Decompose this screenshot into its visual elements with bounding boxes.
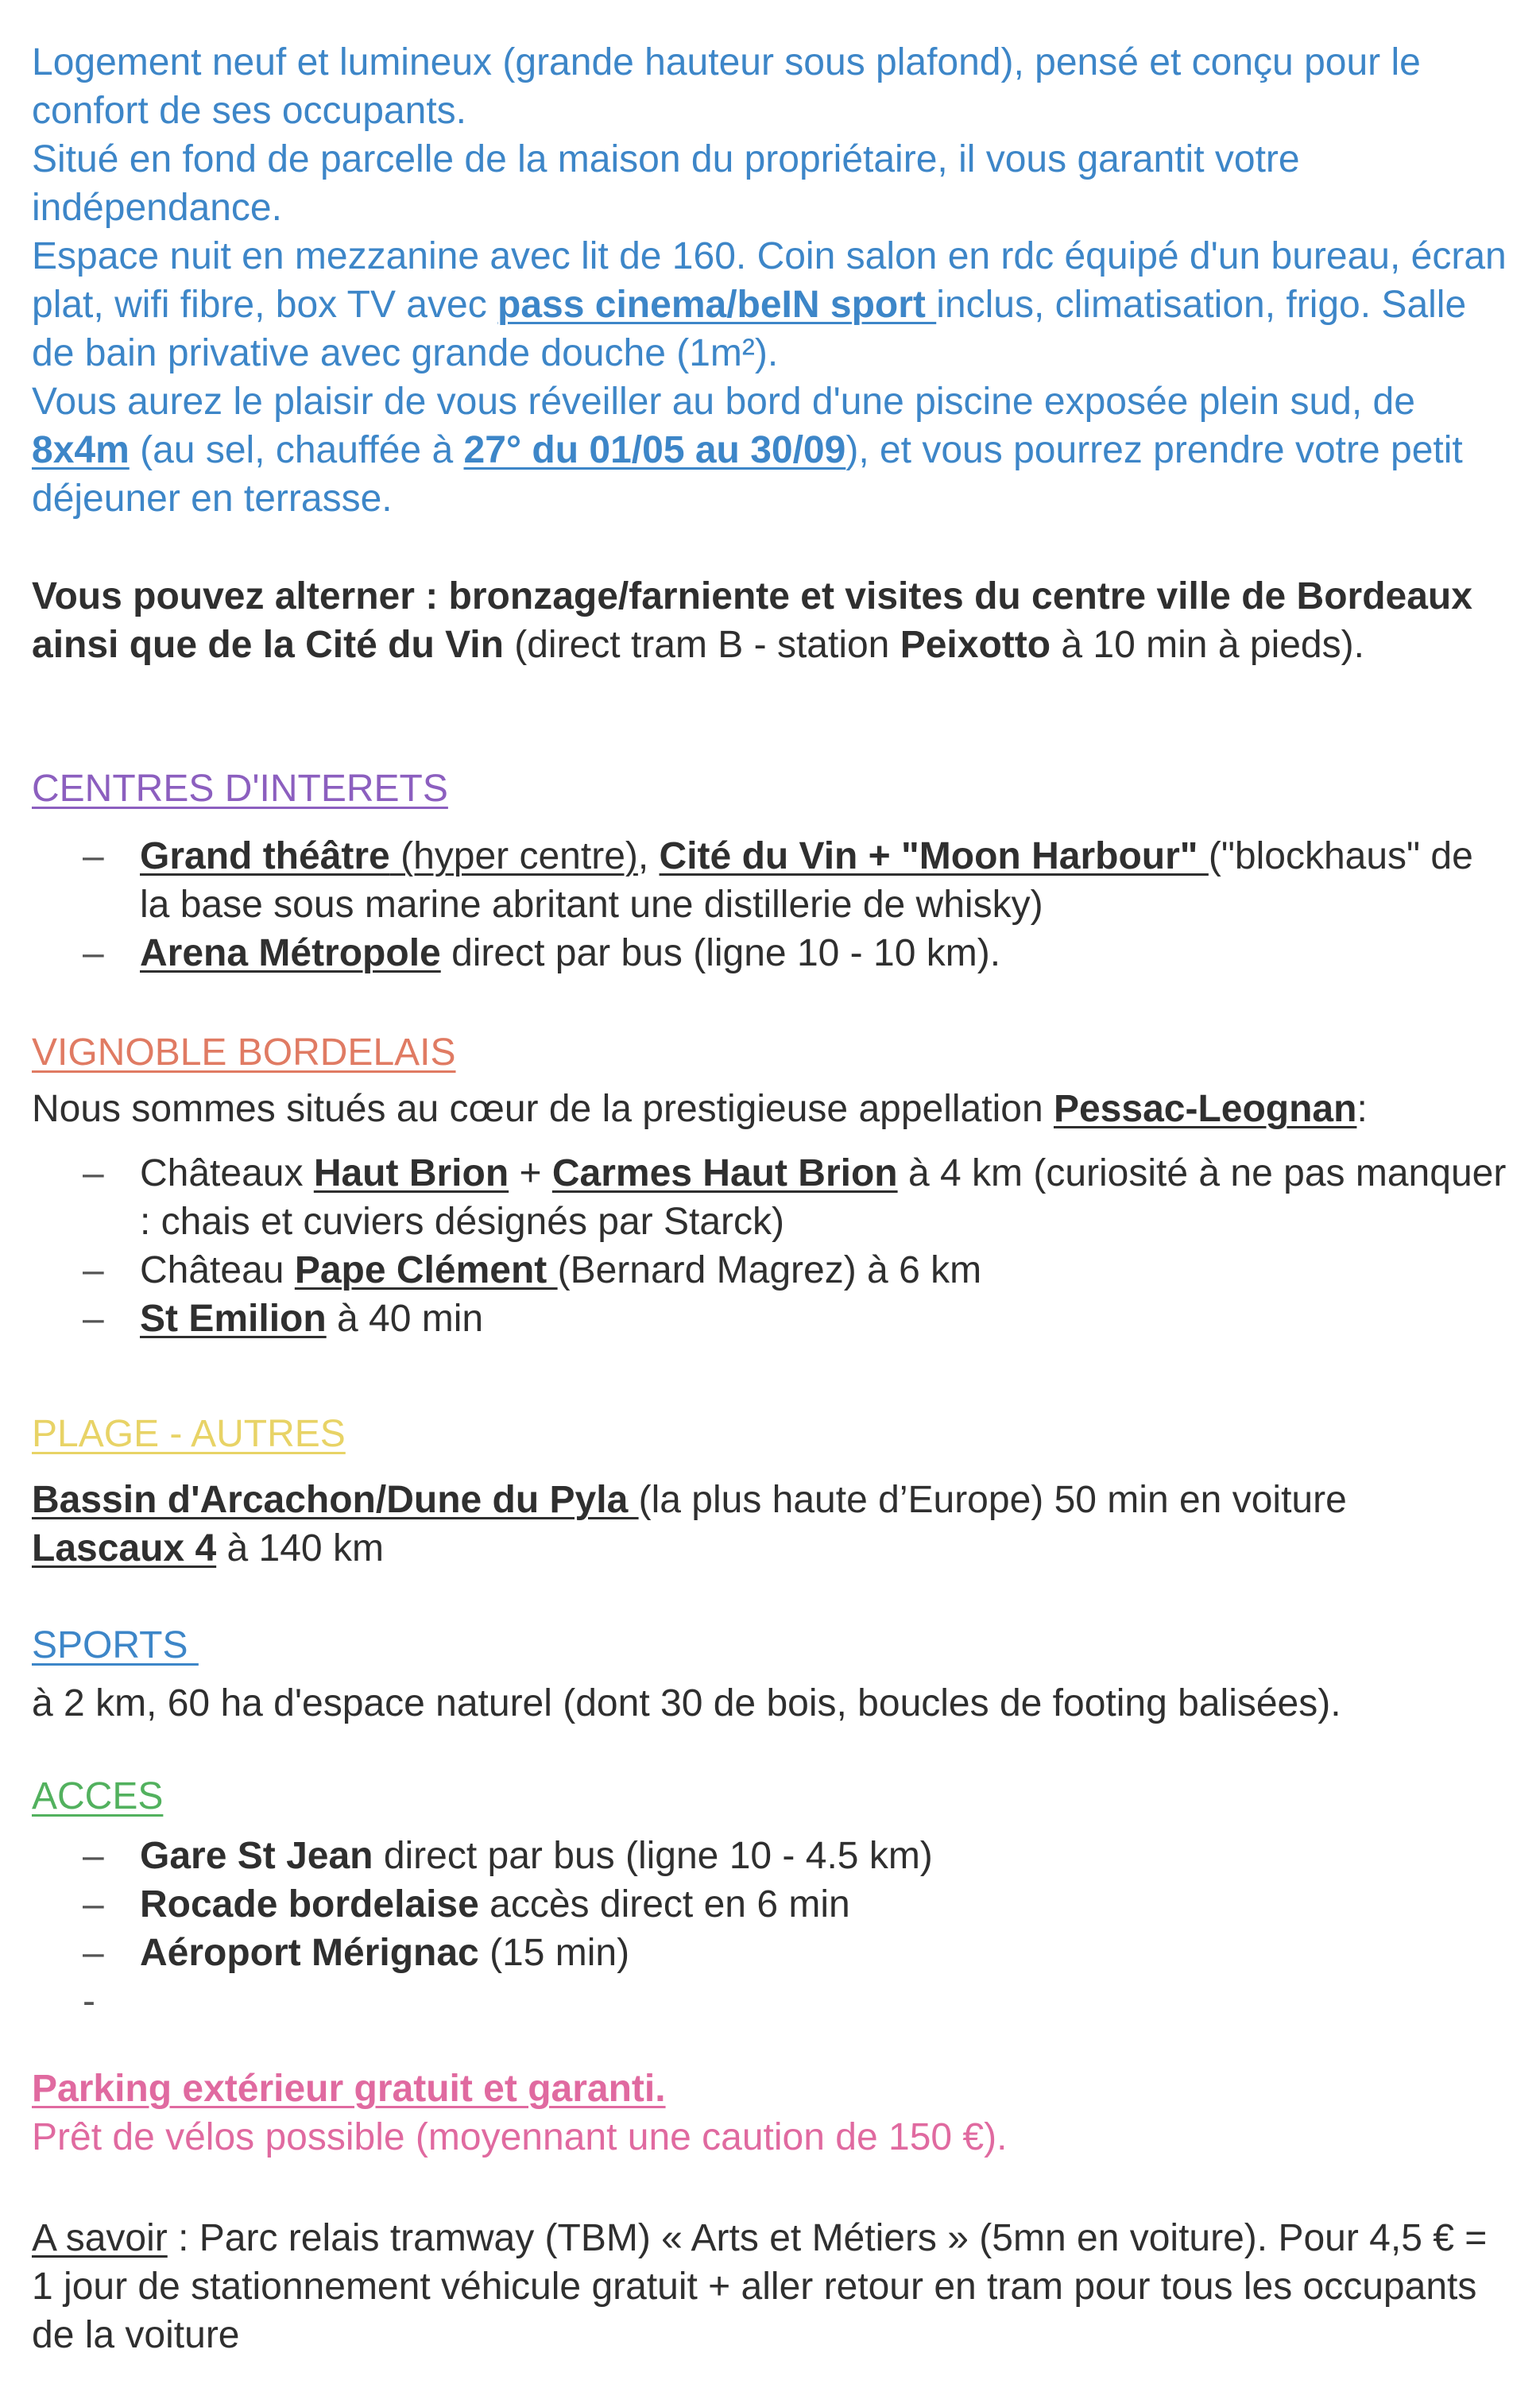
dash-bullet: – xyxy=(83,1249,104,1291)
vignoble-section xyxy=(32,1028,1510,1343)
bassin-arcachon: Bassin d'Arcachon/Dune du Pyla xyxy=(32,1479,639,1521)
chateau-label: Château xyxy=(140,1249,295,1291)
intro-line-3-text: Espace nuit en mezzanine avec lit de 160. Coin salon en rdc équipé d'un bureau, écran plat, wifi fibre, box TV avec xyxy=(32,235,1507,326)
dash-bullet: – xyxy=(83,1835,104,1877)
list-item xyxy=(32,1929,1510,1977)
lascaux-4: Lascaux 4 xyxy=(32,1527,217,1569)
intro-line-4-text-mid: (au sel, chauffée à xyxy=(129,429,464,471)
asavoir-label: A savoir xyxy=(32,2217,168,2259)
peixotto-station: Peixotto xyxy=(900,624,1051,666)
gare-text: direct par bus (ligne 10 - 4.5 km) xyxy=(373,1835,933,1877)
sports-text: à 2 km, 60 ha d'espace naturel (dont 30 de bois, boucles de footing balisées). xyxy=(32,1682,1341,1724)
vignoble-heading: VIGNOBLE BORDELAIS xyxy=(32,1031,456,1074)
vignoble-intro xyxy=(32,1085,1510,1133)
dash-bullet: – xyxy=(83,1932,104,1974)
st-emilion: St Emilion xyxy=(140,1298,327,1340)
plage-line-2 xyxy=(32,1524,1510,1573)
dash-bullet: - xyxy=(83,1980,95,2022)
asavoir-paragraph xyxy=(32,2214,1510,2359)
centres-list xyxy=(32,832,1510,977)
intro-line-2: Situé en fond de parcelle de la maison du propriétaire, il vous garantit votre indépendance. xyxy=(32,138,1300,229)
sports-heading: SPORTS xyxy=(32,1624,199,1666)
dash-bullet: – xyxy=(83,1883,104,1925)
plus-sign: + xyxy=(509,1152,552,1194)
st-emilion-text: à 40 min xyxy=(326,1298,484,1340)
pape-clement-text: (Bernard Magrez) à 6 km xyxy=(557,1249,982,1291)
list-item xyxy=(32,1149,1510,1246)
asavoir-section xyxy=(32,2214,1510,2359)
vignoble-list xyxy=(32,1149,1510,1343)
plage-line-1 xyxy=(32,1476,1510,1524)
dash-bullet: – xyxy=(83,1298,104,1340)
intro-line-4-text-end: ), et vous pourrez prendre votre petit déjeuner en terrasse. xyxy=(32,429,1463,520)
intro-line-3-text-end: inclus, climatisation, frigo. Salle de bain privative avec grande douche (1m²). xyxy=(32,284,1467,374)
alterner-paragraph xyxy=(32,572,1510,669)
acces-section xyxy=(32,1772,1510,2026)
carmes-haut-brion: Carmes Haut Brion xyxy=(551,1152,898,1194)
dash-bullet: – xyxy=(83,1152,104,1194)
plage-heading: PLAGE - AUTRES xyxy=(32,1413,346,1455)
centres-section xyxy=(32,764,1510,977)
arena-text: direct par bus (ligne 10 - 10 km). xyxy=(440,932,1001,974)
lascaux-text: à 140 km xyxy=(216,1527,384,1569)
centres-heading: CENTRES D'INTERETS xyxy=(32,768,448,810)
intro-line-4 xyxy=(32,377,1510,523)
rocade-text: accès direct en 6 min xyxy=(478,1883,850,1925)
aeroport-text: (15 min) xyxy=(478,1932,630,1974)
intro-section xyxy=(32,38,1510,523)
alterner-section xyxy=(32,572,1510,669)
parking-heading: Parking extérieur gratuit et garanti. xyxy=(32,2068,666,2110)
aeroport-merignac: Aéroport Mérignac xyxy=(140,1932,479,1974)
pessac-leognan: Pessac-Leognan xyxy=(1053,1088,1357,1130)
list-item xyxy=(32,1246,1510,1295)
intro-line-4-text: Vous aurez le plaisir de vous réveiller au bord d'une piscine exposée plein sud, de xyxy=(32,381,1415,423)
haut-brion-text: à 4 km (curiosité à ne pas manquer : chais et cuviers désignés par Starck) xyxy=(140,1152,1507,1243)
hyper-centre: (hyper centre) xyxy=(389,835,638,877)
list-item xyxy=(32,929,1510,977)
list-item xyxy=(32,1295,1510,1343)
vignoble-intro-end: : xyxy=(1356,1088,1368,1130)
sports-section xyxy=(32,1621,1510,1728)
gare-st-jean: Gare St Jean xyxy=(140,1835,373,1877)
separator: , xyxy=(637,835,660,877)
pool-temperature: 27° du 01/05 au 30/09 xyxy=(463,429,846,471)
acces-list xyxy=(32,1832,1510,2026)
empty-list-item xyxy=(32,1977,1510,2026)
alterner-text: (direct tram B - station xyxy=(503,624,900,666)
list-item xyxy=(32,1832,1510,1880)
vignoble-intro-text: Nous sommes situés au cœur de la prestigieuse appellation xyxy=(32,1088,1054,1130)
alterner-bold: Vous pouvez alterner : bronzage/farniente et visites du centre ville de Bordeaux ainsi que de la Cité du Vin xyxy=(32,575,1472,666)
intro-line-3 xyxy=(32,232,1510,377)
dash-bullet: – xyxy=(83,932,104,974)
pass-cinema-link[interactable]: pass cinema/beIN sport xyxy=(497,284,937,326)
list-item xyxy=(32,832,1510,929)
blockhaus-text: ("blockhaus" de la base sous marine abritant une distillerie de whisky) xyxy=(140,835,1473,926)
plage-section xyxy=(32,1410,1510,1573)
pool-size: 8x4m xyxy=(32,429,130,471)
intro-line-1: Logement neuf et lumineux (grande hauteur sous plafond), pensé et conçu pour le confort de ses occupants. xyxy=(32,41,1421,132)
acces-heading: ACCES xyxy=(32,1775,164,1817)
asavoir-text: : Parc relais tramway (TBM) « Arts et Métiers » (5mn en voiture). Pour 4,5 € = 1 jour de stationnement véhicule gratuit + aller retour en tram pour tous les occupants de la voiture xyxy=(32,2217,1488,2356)
pape-clement: Pape Clément xyxy=(294,1249,558,1291)
chateaux-label: Châteaux xyxy=(140,1152,314,1194)
list-item xyxy=(32,1880,1510,1929)
alterner-text-end: à 10 min à pieds). xyxy=(1051,624,1364,666)
bassin-text: (la plus haute d’Europe) 50 min en voiture xyxy=(638,1479,1347,1521)
haut-brion: Haut Brion xyxy=(313,1152,509,1194)
arena-metropole: Arena Métropole xyxy=(140,932,441,974)
grand-theatre: Grand théâtre xyxy=(140,835,390,877)
parking-section xyxy=(32,2065,1510,2161)
cite-du-vin-moon-harbour: Cité du Vin + "Moon Harbour" xyxy=(659,835,1209,877)
dash-bullet: – xyxy=(83,835,104,877)
rocade-bordelaise: Rocade bordelaise xyxy=(140,1883,479,1925)
velos-text: Prêt de vélos possible (moyennant une caution de 150 €). xyxy=(32,2116,1008,2158)
